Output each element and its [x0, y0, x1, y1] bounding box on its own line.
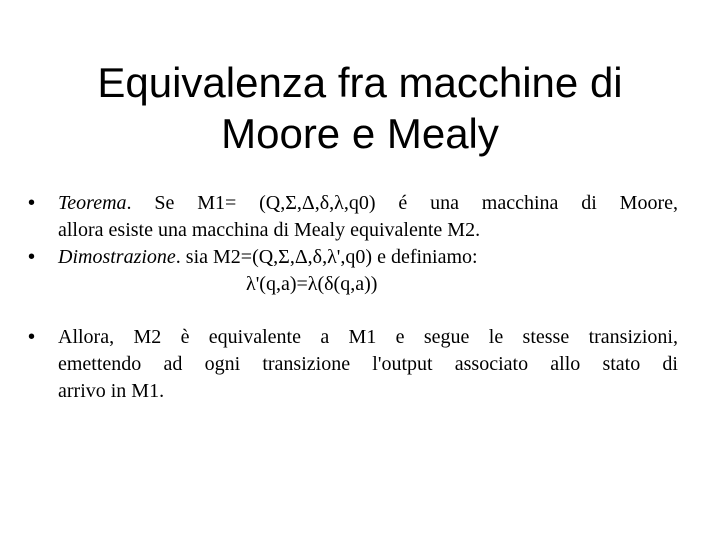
- proof-label: Dimostrazione: [58, 246, 176, 268]
- bullet-dot: •: [28, 326, 36, 348]
- conclusion-line-2: emettendo ad ogni transizione l'output associato allo stato di: [58, 353, 678, 375]
- bullet-proof: [28, 244, 678, 298]
- proof-formula: λ'(q,a)=λ(δ(q,a)): [246, 273, 378, 295]
- conclusion-line-1: Allora, M2 è equivalente a M1 e segue le stesse transizioni,: [58, 326, 678, 348]
- bullet-dot: •: [28, 192, 36, 214]
- theorem-label: Teorema: [58, 192, 127, 214]
- title-line-2: Moore e Mealy: [221, 110, 499, 157]
- theorem-statement: . Se M1= (Q,Σ,Δ,δ,λ,q0) é una macchina di Moore,: [126, 192, 678, 214]
- bullet-conclusion: [28, 324, 678, 405]
- slide-body: [28, 190, 678, 405]
- title-line-1: Equivalenza fra macchine di: [97, 59, 623, 106]
- proof-statement: . sia M2=(Q,Σ,Δ,δ,λ',q0) e definiamo:: [175, 246, 478, 268]
- proof-line-1: [58, 244, 678, 271]
- spacer: [28, 298, 678, 324]
- bullet-dot: •: [28, 246, 36, 268]
- theorem-line-2: allora esiste una macchina di Mealy equivalente M2.: [58, 219, 481, 241]
- bullet-theorem: [28, 190, 678, 244]
- slide-title: [40, 57, 680, 159]
- conclusion-line-3: arrivo in M1.: [58, 380, 165, 402]
- theorem-line-1: [58, 190, 678, 217]
